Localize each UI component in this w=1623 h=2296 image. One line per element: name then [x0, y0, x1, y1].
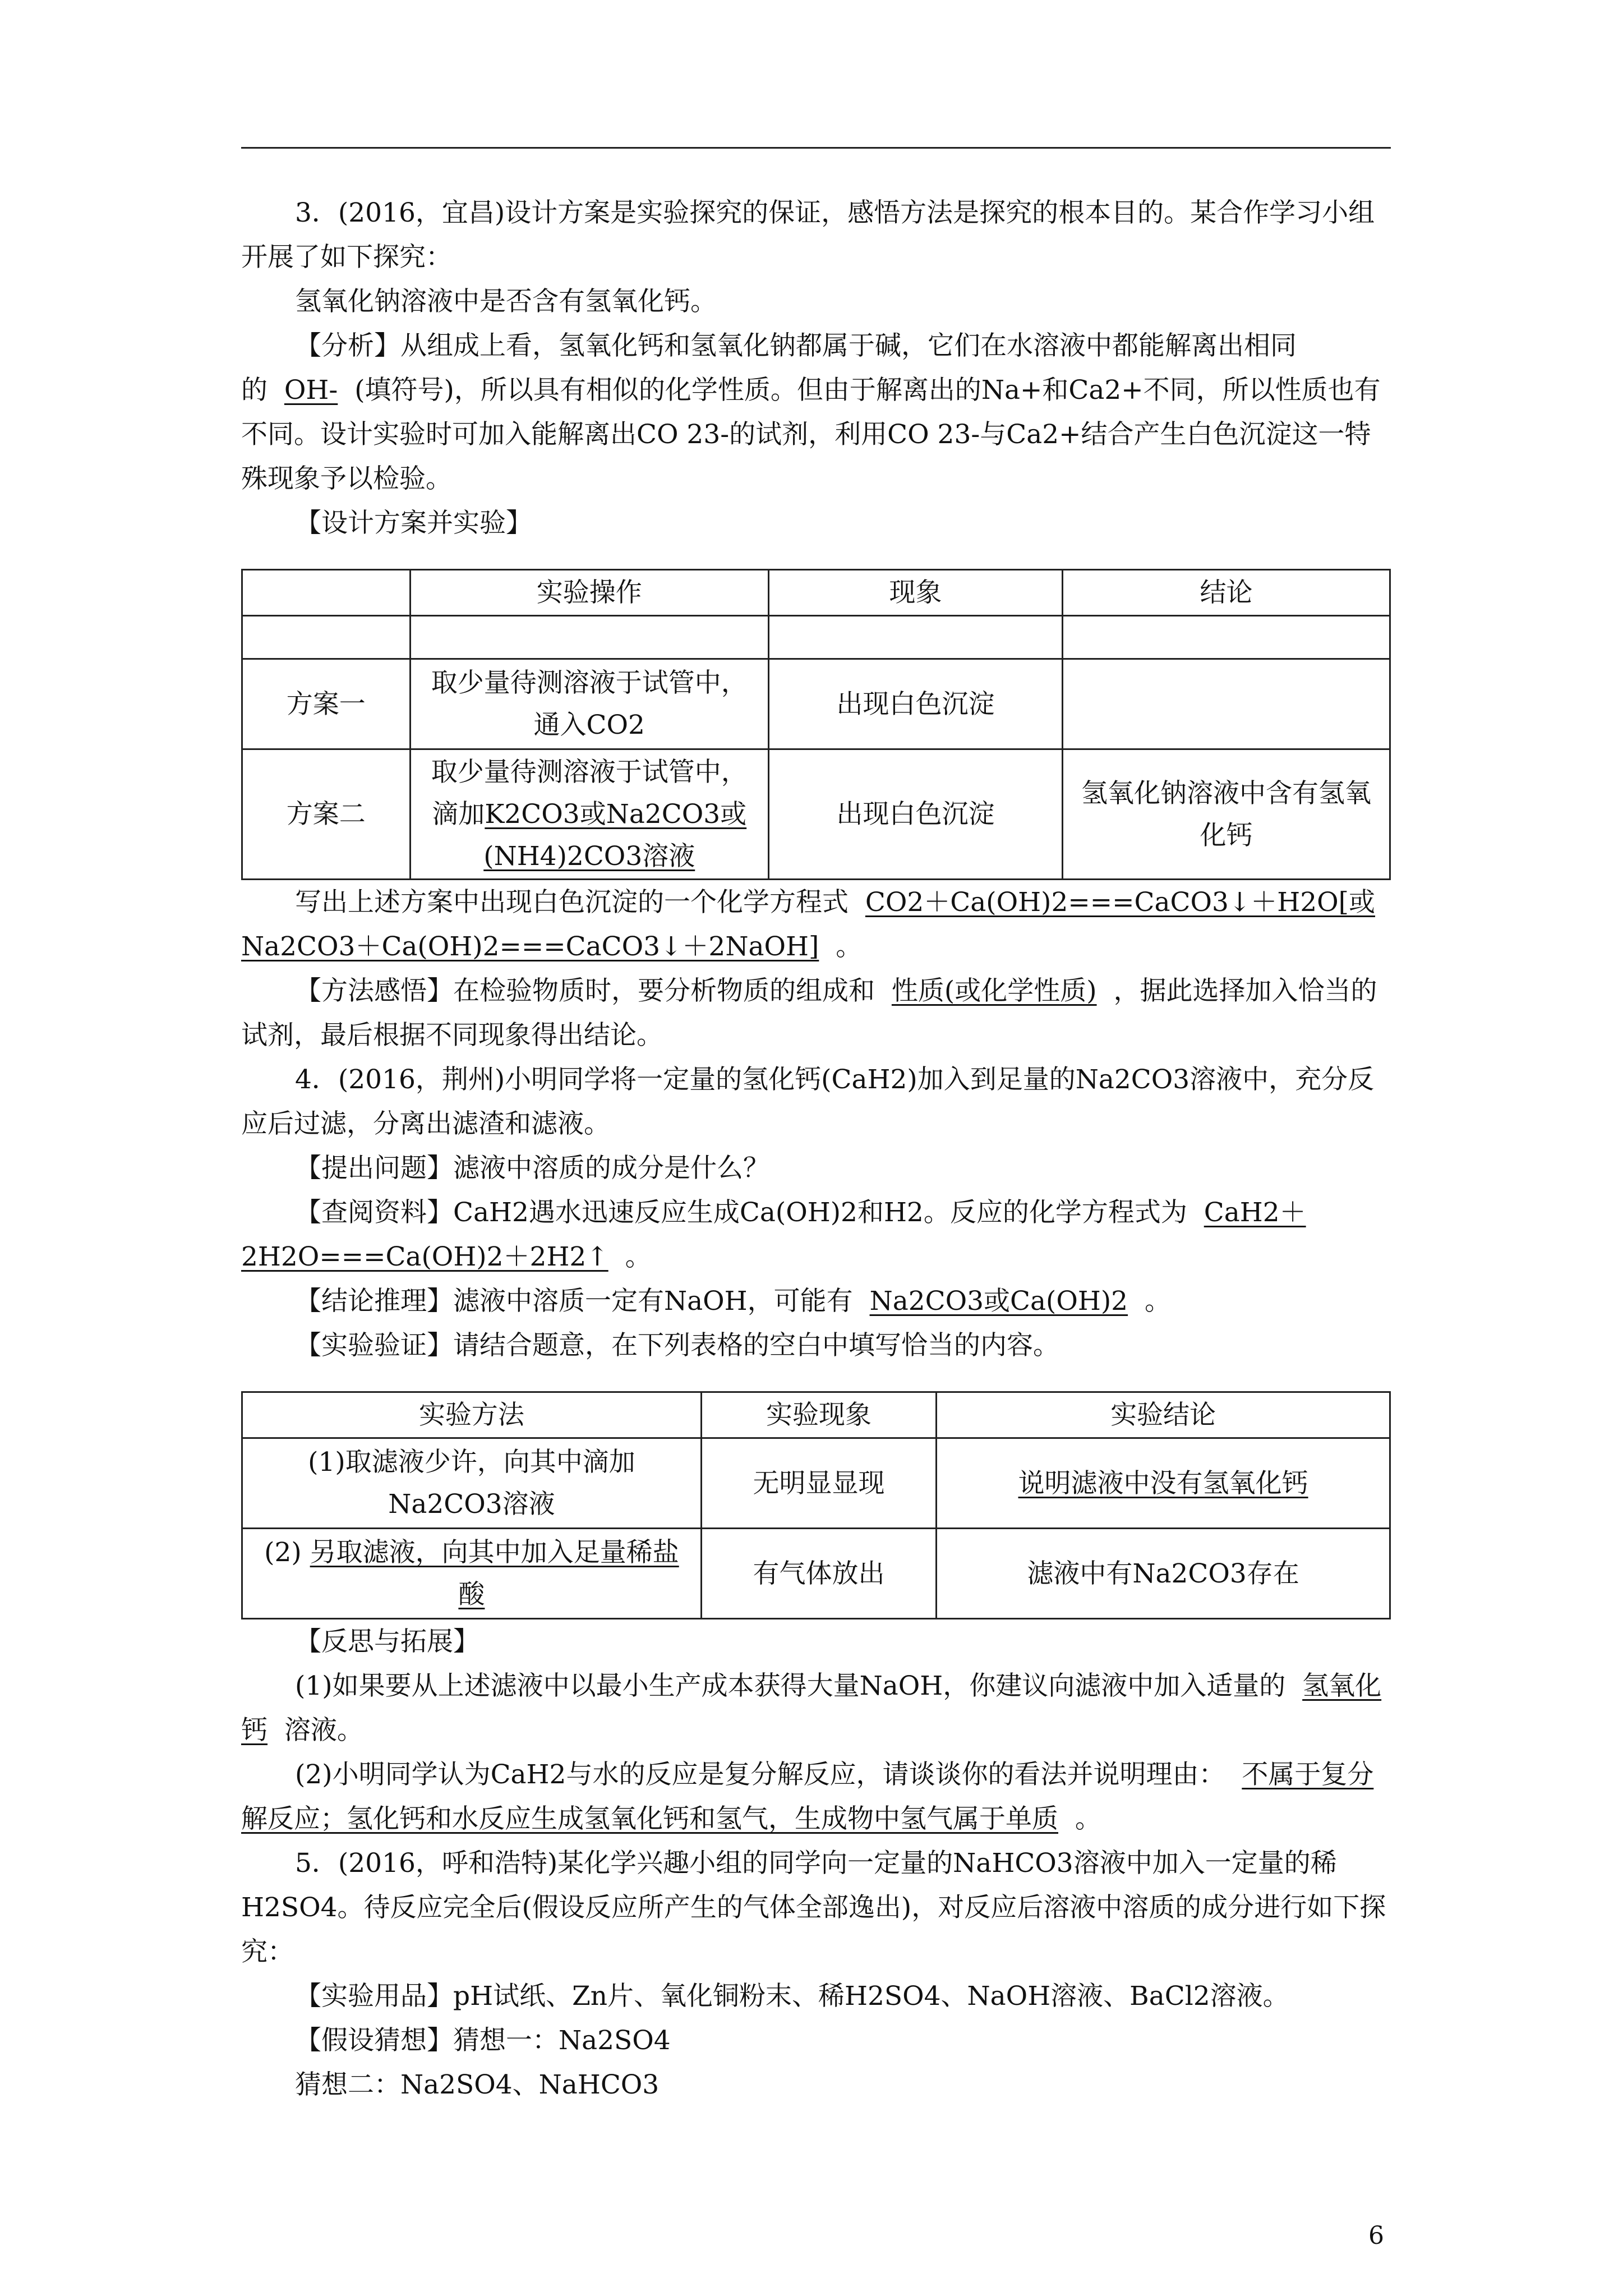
- answer-blank: 另取滤液，向其中加入足量稀盐酸: [310, 1537, 679, 1610]
- table-header-row: 实验方法 实验现象 实验结论: [242, 1392, 1390, 1438]
- q4-reflect-2: (2)小明同学认为CaH2与水的反应是复分解反应，请谈谈你的看法并说明理由： 不属于复分解反应；氢化钙和水反应生成氢氧化钙和氢气，生成物中氢气属于单质 。: [241, 1759, 1374, 1834]
- q4-experiment-table: [241, 1391, 1391, 1619]
- q3-analysis: 【分析】从组成上看，氢氧化钙和氢氧化钠都属于碱，它们在水溶液中都能解离出相同的 OH- (填符号)，所以具有相似的化学性质。但由于解离出的Na+和Ca2+不同，所以性质也有不同。设计实验时可加入能解离出CO 23-的试剂，利用CO 23-与Ca2+结合产生白色沉淀这一特殊现象予以检验。: [241, 330, 1381, 494]
- answer-blank: 性质(或化学性质): [891, 976, 1097, 1006]
- q5-intro: 5．(2016，呼和浩特)某化学兴趣小组的同学向一定量的NaHCO3溶液中加入一定量的稀H2SO4。待反应完全后(假设反应所产生的气体全部逸出)，对反应后溶液中溶质的成分进行如下探究：: [241, 1848, 1386, 1967]
- answer-blank: 说明滤液中没有氢氧化钙: [1018, 1467, 1308, 1499]
- document-body: [241, 191, 1391, 2107]
- page-number: 6: [1368, 2221, 1384, 2250]
- q4-intro: 4．(2016，荆州)小明同学将一定量的氢化钙(CaH2)加入到足量的Na2CO3溶液中，充分反应后过滤，分离出滤渣和滤液。: [241, 1064, 1375, 1139]
- q5-guess-2: 猜想二：Na2SO4、NaHCO3: [295, 2069, 660, 2100]
- answer-blank: 氢氧化钙: [241, 1671, 1382, 1746]
- answer-blank: OH-: [284, 375, 338, 406]
- table-row: 方案二 取少量待测溶液于试管中，滴加K2CO3或Na2CO3或(NH4)2CO3溶液 出现白色沉淀 氢氧化钠溶液中含有氢氧化钙: [242, 749, 1390, 880]
- table-row: 方案一 取少量待测溶液于试管中，通入CO2 出现白色沉淀: [242, 659, 1390, 749]
- table-row: (1)取滤液少许，向其中滴加Na2CO3溶液 无明显显现 说明滤液中没有氢氧化钙: [242, 1438, 1390, 1529]
- q3-experiment-table: [241, 569, 1391, 880]
- q5-items: 【实验用品】pH试纸、Zn片、氧化铜粉末、稀H2SO4、NaOH溶液、BaCl2溶液。: [295, 1981, 1289, 2012]
- table-row: [242, 616, 1390, 659]
- q4-conclusion: 【结论推理】滤液中溶质一定有NaOH，可能有 Na2CO3或Ca(OH)2 。: [295, 1286, 1171, 1317]
- q5-guess-1: 【假设猜想】猜想一：Na2SO4: [295, 2025, 671, 2056]
- q3-design-heading: 【设计方案并实验】: [295, 508, 532, 539]
- q3-method: 【方法感悟】在检验物质时，要分析物质的组成和 性质(或化学性质) ，据此选择加入恰当的试剂，最后根据不同现象得出结论。: [241, 976, 1377, 1051]
- header-rule: [241, 147, 1391, 149]
- q4-reflect-1: (1)如果要从上述滤液中以最小生产成本获得大量NaOH，你建议向滤液中加入适量的 氢氧化钙 溶液。: [241, 1671, 1382, 1746]
- q4-question: 【提出问题】滤液中溶质的成分是什么？: [295, 1153, 769, 1184]
- answer-blank: K2CO3或Na2CO3或(NH4)2CO3溶液: [483, 799, 747, 872]
- q4-reference: 【查阅资料】CaH2遇水迅速反应生成Ca(OH)2和H2。反应的化学方程式为 CaH2＋2H2O===Ca(OH)2＋2H2↑ 。: [241, 1197, 1306, 1272]
- q3-intro: 3．(2016，宜昌)设计方案是实验探究的保证，感悟方法是探究的根本目的。某合作学习小组开展了如下探究：: [241, 197, 1375, 273]
- table-header-row: 实验操作 现象 结论: [242, 570, 1390, 616]
- q3-equation: 写出上述方案中出现白色沉淀的一个化学方程式 CO2＋Ca(OH)2===CaCO3↓＋H2O[或Na2CO3＋Ca(OH)2===CaCO3↓＋2NaOH] 。: [241, 887, 1376, 962]
- answer-blank: CaH2＋2H2O===Ca(OH)2＋2H2↑: [241, 1197, 1306, 1272]
- q4-reflect-heading: 【反思与拓展】: [295, 1626, 479, 1657]
- q3-topic: 氢氧化钠溶液中是否含有氢氧化钙。: [295, 286, 717, 317]
- table-row: (2) 另取滤液，向其中加入足量稀盐酸 有气体放出 滤液中有Na2CO3存在: [242, 1529, 1390, 1619]
- answer-blank: Na2CO3或Ca(OH)2: [869, 1286, 1128, 1317]
- q4-verify: 【实验验证】请结合题意，在下列表格的空白中填写恰当的内容。: [295, 1330, 1059, 1361]
- answer-blank: 不属于复分解反应；氢化钙和水反应生成氢氧化钙和氢气，生成物中氢气属于单质: [241, 1759, 1374, 1834]
- answer-blank: CO2＋Ca(OH)2===CaCO3↓＋H2O[或Na2CO3＋Ca(OH)2===CaCO3↓＋2NaOH]: [241, 887, 1376, 962]
